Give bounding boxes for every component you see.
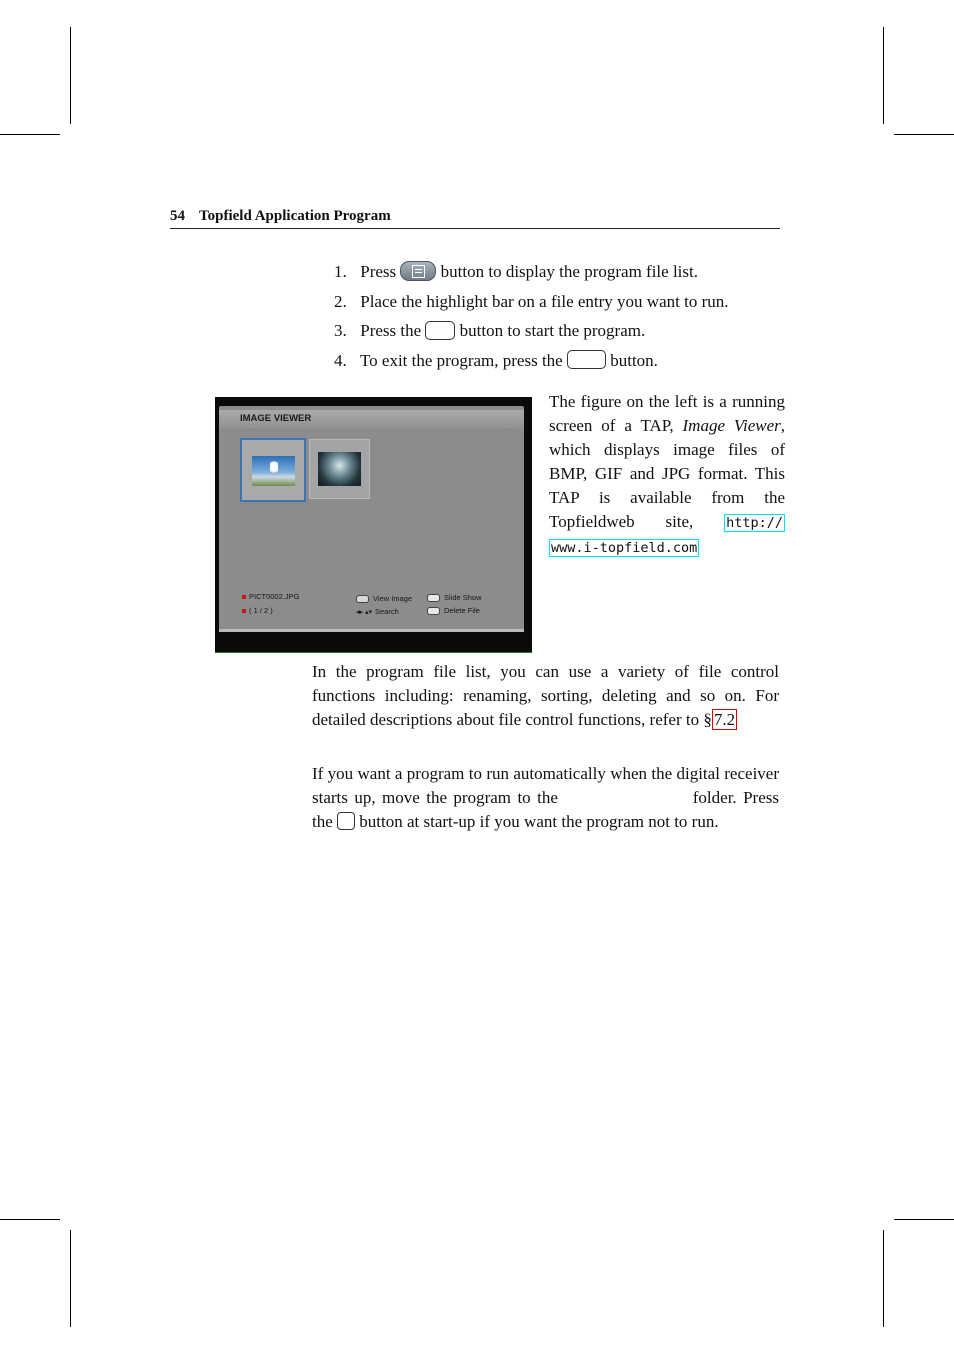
step-list — [334, 259, 794, 377]
paragraph-file-control: In the program file list, you can use a variety of file control functions including: renaming, sorting, deleting and so on. For detailed descriptions about file control functions, refer to § 7.2 — [312, 662, 779, 729]
crop-mark — [70, 1230, 71, 1327]
hint-slide-show: Slide Show — [427, 593, 482, 602]
red-bullet-icon — [242, 609, 246, 613]
red-bullet-icon — [242, 595, 246, 599]
step-item: 1. Press button to display the program file list. — [334, 262, 698, 281]
figure-description: The figure on the left is a running screen of a TAP, Image Viewer, which displays image files of BMP, GIF and JPG format. This TAP is available from the Topfieldweb site, http:// www.i-topfield.com — [549, 392, 786, 556]
photo-thumbnail-icon — [252, 456, 295, 486]
ok-key-icon — [356, 595, 369, 603]
page-indicator: ( 1 / 2 ) — [242, 606, 273, 615]
crop-mark — [894, 134, 954, 135]
crop-mark — [883, 27, 884, 124]
chapter-title: Topfield Application Program — [199, 208, 391, 224]
crop-mark — [894, 1219, 954, 1220]
thumbnail-selected — [240, 438, 306, 502]
arrow-keys-icon: ◂▸ ▴▾ — [356, 609, 372, 617]
image-viewer-screenshot — [215, 397, 532, 653]
url-link[interactable]: http:// — [726, 515, 783, 531]
viewer-title: IMAGE VIEWER — [219, 410, 524, 428]
crop-mark — [70, 27, 71, 124]
hint-view-image: View Image — [356, 594, 412, 603]
paragraph-auto-start: If you want a program to run automatically when the digital receiver starts up, move the program to the folder. Press the button at start-up if you want the program not to run. — [312, 764, 779, 831]
step-item: 4. To exit the program, press the button. — [334, 350, 658, 370]
exit-key-icon — [567, 350, 606, 369]
step-item: 3. Press the button to start the program. — [334, 321, 646, 340]
file-name: PICT0002.JPG — [242, 592, 299, 601]
step-item: 2. Place the highlight bar on a file entry you want to run. — [334, 291, 729, 311]
viewer-panel — [219, 406, 524, 632]
url-link[interactable]: www.i-topfield.com — [551, 540, 698, 556]
crop-mark — [0, 1219, 60, 1220]
key-icon — [337, 812, 355, 830]
ok-key-icon — [425, 321, 455, 340]
page-number: 54 — [170, 208, 185, 224]
thumbnail — [309, 439, 370, 499]
list-key-icon — [400, 261, 436, 281]
crop-mark — [883, 1230, 884, 1327]
color-key-icon — [427, 594, 440, 602]
running-header — [170, 208, 780, 229]
hint-delete-file: Delete File — [427, 606, 480, 615]
hint-search: ◂▸ ▴▾ Search — [356, 607, 399, 617]
crop-mark — [0, 134, 60, 135]
color-key-icon — [427, 607, 440, 615]
photo-thumbnail-icon — [318, 452, 361, 486]
section-reference-link[interactable]: 7.2 — [713, 710, 736, 729]
